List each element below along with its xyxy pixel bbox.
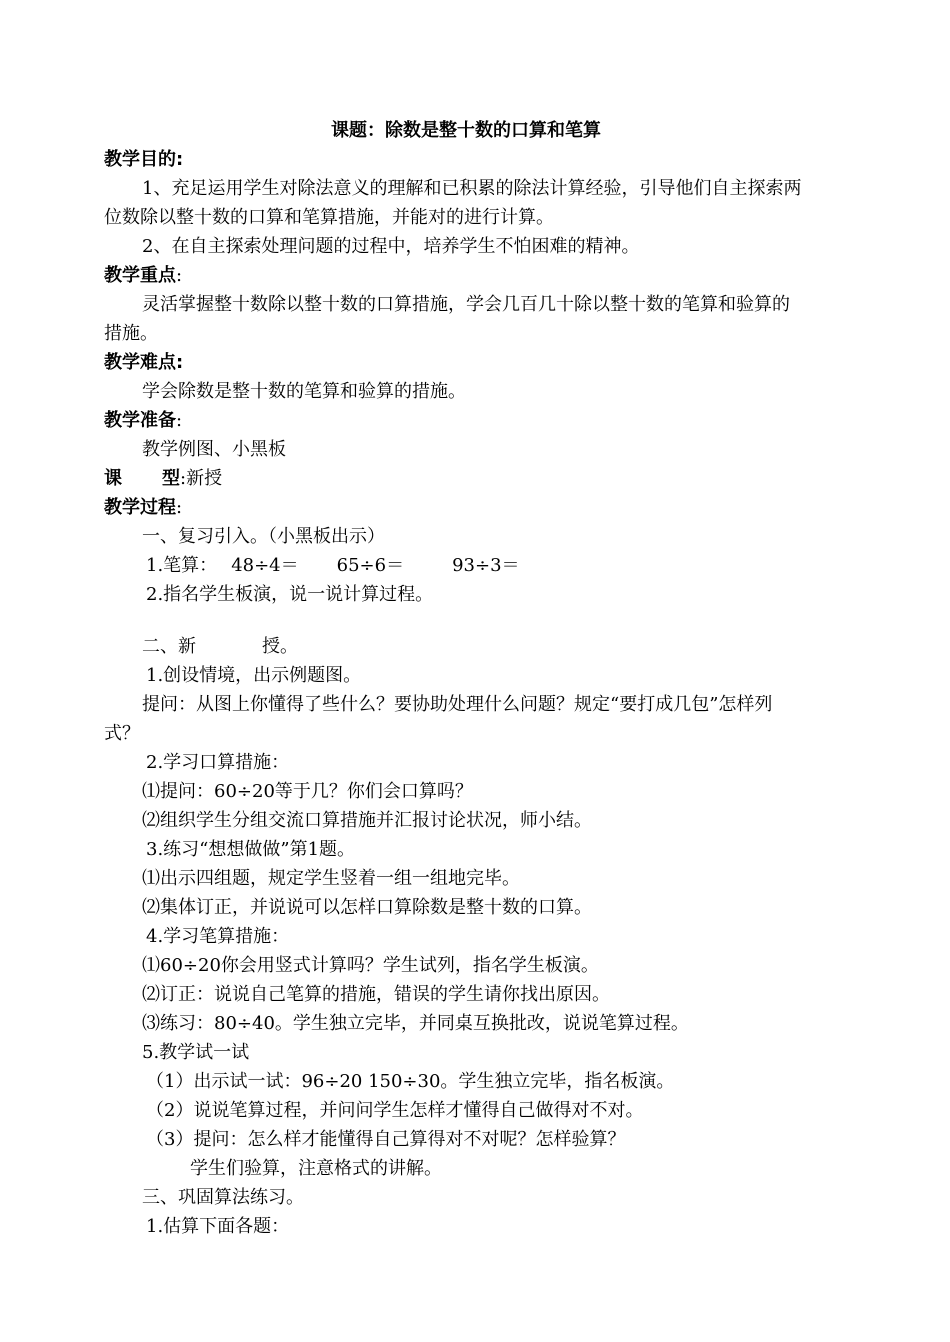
objective-1-line-2: 位数除以整十数的口算和笔算措施，并能对的进行计算。 bbox=[104, 207, 554, 228]
section-2-item-4-sub-3: ⑶练习：80÷40。学生独立完毕，并同桌互换批改，说说笔算过程。 bbox=[142, 1013, 689, 1034]
section-2-item-2-sub-2: ⑵组织学生分组交流口算措施并汇报讨论状况，师小结。 bbox=[142, 810, 592, 831]
lesson-type-row bbox=[104, 466, 222, 492]
key-points-colon: : bbox=[176, 265, 183, 286]
section-2-item-5-sub-3: （3）提问：怎么样才能懂得自己算得对不对呢？怎样验算？ bbox=[146, 1129, 626, 1150]
section-2-title bbox=[142, 634, 298, 660]
section-2-item-4-sub-1: ⑴60÷20你会用竖式计算吗？学生试列，指名学生板演。 bbox=[142, 955, 599, 976]
section-3-item-1: 1.估算下面各题： bbox=[146, 1216, 290, 1237]
lesson-type-label-b: 型 bbox=[162, 468, 180, 489]
section-2-question-line-1: 提问：从图上你懂得了些什么？要协助处理什么问题？规定“要打成几包”怎样列 bbox=[142, 694, 773, 715]
section-2-item-2: 2.学习口算措施： bbox=[146, 752, 290, 773]
section-2-item-4-sub-2: ⑵订正：说说自己笔算的措施，错误的学生请你找出原因。 bbox=[142, 984, 610, 1005]
key-points-heading: 教学重点 bbox=[104, 265, 176, 286]
difficulties-text: 学会除数是整十数的笔算和验算的措施。 bbox=[142, 381, 466, 402]
calc-label: 1.笔算： bbox=[146, 555, 218, 576]
section-3-title: 三、巩固算法练习。 bbox=[142, 1187, 304, 1208]
section-2-item-4: 4.学习笔算措施： bbox=[146, 926, 290, 947]
section-2-item-5: 5.教学试一试 bbox=[142, 1042, 250, 1063]
section-1-title: 一、复习引入。（小黑板出示） bbox=[142, 526, 385, 547]
section-1-item-2: 2.指名学生板演，说一说计算过程。 bbox=[146, 584, 434, 605]
section-2-item-3-sub-2: ⑵集体订正，并说说可以怎样口算除数是整十数的口算。 bbox=[142, 897, 592, 918]
preparation-heading-row bbox=[104, 408, 182, 434]
page-title: 课题：除数是整十数的口算和笔算 bbox=[331, 120, 601, 141]
section-2-item-3: 3.练习“想想做做”第1题。 bbox=[146, 839, 356, 860]
key-points-line-2: 措施。 bbox=[104, 323, 158, 344]
preparation-colon: : bbox=[176, 410, 183, 431]
difficulties-heading: 教学难点: bbox=[104, 352, 184, 373]
process-heading: 教学过程 bbox=[104, 497, 176, 518]
calc-48-div-4: 48÷4＝ bbox=[231, 555, 299, 576]
key-points-line-1: 灵活掌握整十数除以整十数的口算措施，学会几百几十除以整十数的笔算和验算的 bbox=[142, 294, 790, 315]
section-2-item-2-sub-1: ⑴提问：60÷20等于几？你们会口算吗？ bbox=[142, 781, 473, 802]
section-2-item-5-sub-2: （2）说说笔算过程，并问问学生怎样才懂得自己做得对不对。 bbox=[146, 1100, 644, 1121]
section-2-title-a: 二、新 bbox=[142, 636, 196, 657]
section-2-item-3-sub-1: ⑴出示四组题，规定学生竖着一组一组地完毕。 bbox=[142, 868, 520, 889]
key-points-heading-row bbox=[104, 263, 182, 289]
objective-2: 2、在自主探索处理问题的过程中，培养学生不怕困难的精神。 bbox=[142, 236, 640, 257]
objective-1-line-1: 1、充足运用学生对除法意义的理解和已积累的除法计算经验，引导他们自主探索两 bbox=[142, 178, 802, 199]
section-2-item-1: 1.创设情境，出示例题图。 bbox=[146, 665, 362, 686]
preparation-text: 教学例图、小黑板 bbox=[142, 439, 286, 460]
calc-93-div-3: 93÷3＝ bbox=[452, 555, 520, 576]
section-2-item-5-sub-4: 学生们验算，注意格式的讲解。 bbox=[190, 1158, 442, 1179]
objectives-heading: 教学目的: bbox=[104, 149, 184, 170]
process-colon: : bbox=[176, 497, 183, 518]
calc-65-div-6: 65÷6＝ bbox=[336, 555, 405, 576]
process-heading-row bbox=[104, 495, 182, 521]
section-1-item-1 bbox=[146, 553, 520, 579]
section-2-item-5-sub-1: （1）出示试一试：96÷20 150÷30。学生独立完毕，指名板演。 bbox=[146, 1071, 675, 1092]
lesson-type-label-a: 课 bbox=[104, 468, 122, 489]
section-2-title-b: 授。 bbox=[262, 636, 298, 657]
section-2-question-line-2: 式？ bbox=[104, 723, 140, 744]
lesson-type-value: :新授 bbox=[180, 468, 223, 489]
preparation-heading: 教学准备 bbox=[104, 410, 176, 431]
